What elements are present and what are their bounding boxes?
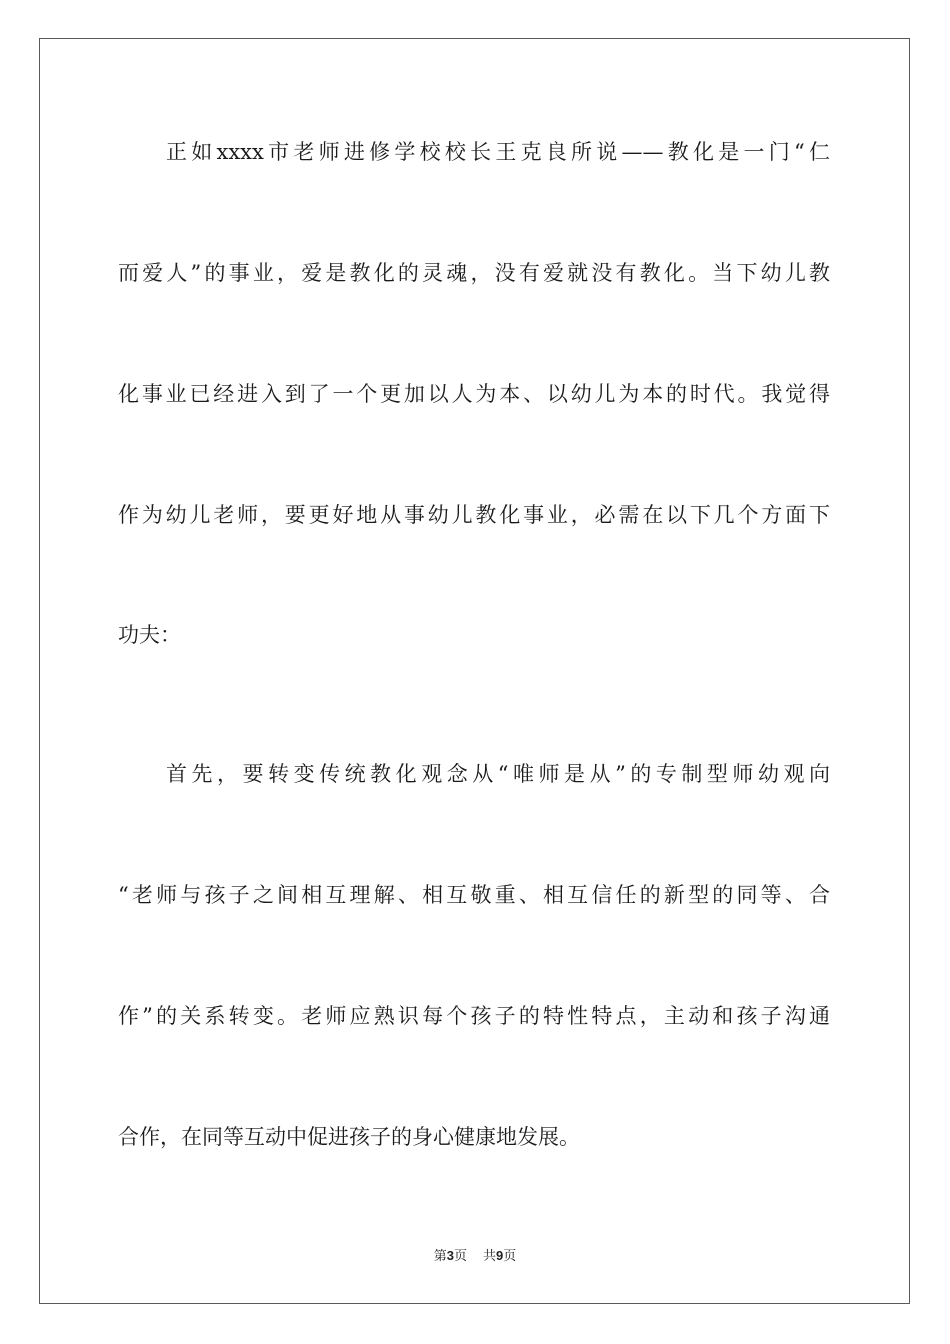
paragraph-2-line-3: 作”的关系转变。老师应熟识每个孩子的特性特点，主动和孩子沟通 <box>118 1004 830 1028</box>
footer-total-pages: 9 <box>496 1248 504 1263</box>
footer-page-suffix: 页 <box>453 1249 467 1264</box>
paragraph-1-line-3: 化事业已经进入到了一个更加以人为本、以幼儿为本的时代。我觉得 <box>118 382 830 406</box>
paragraph-1-line-2: 而爱人”的事业，爱是教化的灵魂，没有爱就没有教化。当下幼儿教 <box>118 261 830 285</box>
paragraph-2-line-2: “老师与孩子之间相互理解、相互敬重、相互信任的新型的同等、合 <box>118 883 830 907</box>
footer-page-number: 3 <box>446 1248 454 1263</box>
paragraph-1-line-5: 功夫： <box>118 623 181 647</box>
footer-total-suffix: 页 <box>503 1249 517 1264</box>
paragraph-1-line-4: 作为幼儿老师，要更好地从事幼儿教化事业，必需在以下几个方面下 <box>118 503 830 527</box>
paragraph-2-line-1: 首先，要转变传统教化观念从“唯师是从”的专制型师幼观向 <box>166 762 830 786</box>
page-frame <box>39 38 910 1304</box>
page-footer <box>0 1246 950 1267</box>
paragraph-1-line-1: 正如xxxx市老师进修学校校长王克良所说——教化是一门“仁 <box>166 140 830 164</box>
footer-total-prefix: 共 <box>483 1249 497 1264</box>
paragraph-2-line-4: 合作，在同等互动中促进孩子的身心健康地发展。 <box>118 1125 580 1149</box>
footer-page-prefix: 第 <box>433 1249 447 1264</box>
